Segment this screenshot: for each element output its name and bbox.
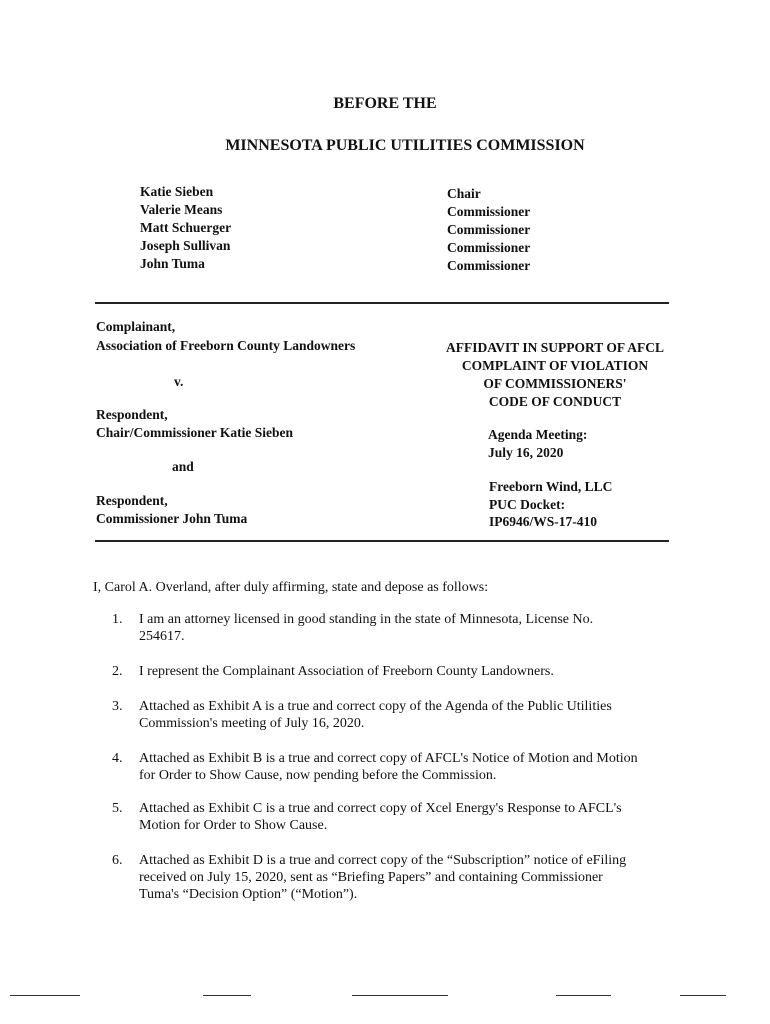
member-title: Commissioner: [447, 222, 531, 237]
member-title: Chair: [447, 186, 481, 201]
member-name: Matt Schuerger: [140, 220, 232, 235]
item-text-line: Attached as Exhibit D is a true and correct copy of the “Subscription” notice of eFiling: [139, 853, 627, 868]
list-item: [112, 663, 672, 680]
item-text-line: Attached as Exhibit B is a true and correct copy of AFCL's Notice of Motion and Motion: [139, 751, 638, 766]
item-text-line: Attached as Exhibit C is a true and correct copy of Xcel Energy's Response to AFCL's: [139, 801, 622, 816]
affidavit-intro: I, Carol A. Overland, after duly affirming, state and depose as follows:: [93, 580, 489, 595]
item-number: 2.: [112, 664, 123, 679]
item-text-line: I am an attorney licensed in good standing in the state of Minnesota, License No.: [139, 612, 594, 627]
item-text-line: received on July 15, 2020, sent as “Briefing Papers” and containing Commissioner: [139, 870, 603, 885]
list-item: [112, 852, 672, 903]
scan-artifact-line: [556, 995, 611, 996]
item-text-line: 254617.: [139, 629, 185, 644]
respondent2-name: Commissioner John Tuma: [96, 511, 248, 526]
respondent1-name: Chair/Commissioner Katie Sieben: [96, 425, 293, 440]
item-number: 6.: [112, 853, 123, 868]
member-title: Commissioner: [447, 258, 531, 273]
document-title-line: AFFIDAVIT IN SUPPORT OF AFCL: [445, 340, 665, 355]
list-item: [112, 698, 672, 732]
scan-artifact-line: [203, 995, 251, 996]
scan-artifact-line: [680, 995, 726, 996]
scan-artifact-line: [352, 995, 448, 996]
member-name: Valerie Means: [140, 202, 223, 217]
document-title: [420, 339, 690, 411]
and-label: and: [172, 459, 194, 474]
item-text-line: I represent the Complainant Association of Freeborn County Landowners.: [139, 664, 554, 679]
member-title: Commissioner: [447, 240, 531, 255]
member-title: Commissioner: [447, 204, 531, 219]
item-text-line: for Order to Show Cause, now pending before the Commission.: [139, 768, 497, 783]
member-name: Katie Sieben: [140, 184, 214, 199]
complainant-label: Complainant,: [96, 319, 176, 334]
item-number: 3.: [112, 699, 123, 714]
project-name: Freeborn Wind, LLC: [489, 479, 613, 494]
document-title-line: COMPLAINT OF VIOLATION: [461, 358, 649, 373]
header-before-the: BEFORE THE: [333, 95, 437, 112]
item-text-line: Motion for Order to Show Cause.: [139, 818, 328, 833]
versus-label: v.: [174, 374, 184, 389]
document-title-line: OF COMMISSIONERS': [483, 376, 627, 391]
caption-bottom-rule: [95, 540, 669, 542]
item-number: 4.: [112, 751, 123, 766]
respondent1-label: Respondent,: [96, 407, 168, 422]
item-text-line: Attached as Exhibit A is a true and correct copy of the Agenda of the Public Utilities: [139, 699, 612, 714]
complainant-name: Association of Freeborn County Landowners: [96, 338, 356, 353]
list-item: [112, 800, 672, 834]
docket-number: IP6946/WS-17-410: [489, 514, 597, 529]
document-title-line: CODE OF CONDUCT: [488, 394, 622, 409]
member-name: Joseph Sullivan: [140, 238, 231, 253]
caption-top-rule: [95, 302, 669, 304]
item-text-line: Commission's meeting of July 16, 2020.: [139, 716, 365, 731]
agenda-label: Agenda Meeting:: [488, 427, 588, 442]
item-number: 1.: [112, 612, 123, 627]
commission-member-titles: [447, 185, 530, 275]
list-item: [112, 611, 672, 645]
member-name: John Tuma: [140, 256, 205, 271]
scan-artifact-line: [10, 995, 80, 996]
docket-label: PUC Docket:: [489, 497, 566, 512]
commission-member-names: [140, 183, 231, 273]
respondent2-label: Respondent,: [96, 493, 168, 508]
item-number: 5.: [112, 801, 123, 816]
header-commission-name: MINNESOTA PUBLIC UTILITIES COMMISSION: [225, 137, 585, 154]
list-item: [112, 750, 672, 784]
agenda-date: July 16, 2020: [488, 445, 564, 460]
item-text-line: Tuma's “Decision Option” (“Motion”).: [139, 887, 358, 902]
